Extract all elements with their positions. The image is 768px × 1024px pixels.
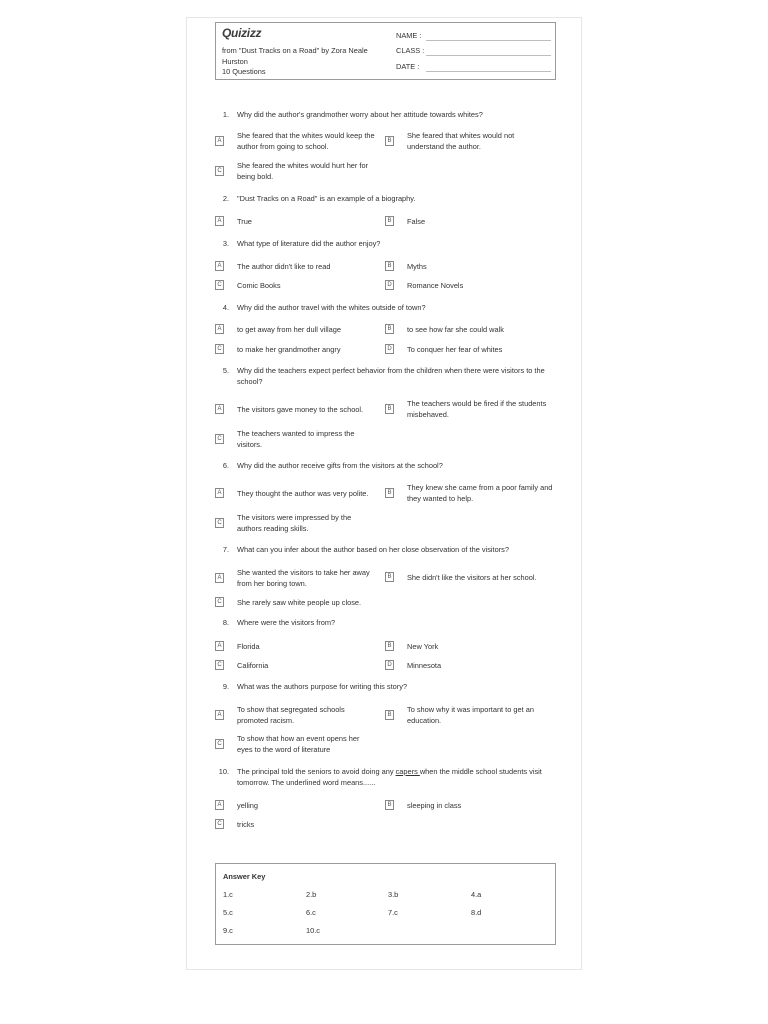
answer-key-item: 4.a xyxy=(471,890,482,899)
question-text: Why did the author's grandmother worry about her attitude towards whites? xyxy=(237,110,483,119)
class-label: CLASS : xyxy=(396,46,425,55)
answer-key-item: 5.c xyxy=(223,908,233,917)
date-label: DATE : xyxy=(396,62,420,71)
answer-key-item: 7.c xyxy=(388,908,398,917)
answer-key-item: 10.c xyxy=(306,926,320,935)
question-text: Why did the teachers expect perfect behavior from the children when there were visitors to the school? xyxy=(237,366,545,386)
question-text: The principal told the seniors to avoid doing any capers when the middle school students visit tomorrow. The underlined word means...... xyxy=(237,767,542,787)
answer-key-title: Answer Key xyxy=(223,872,266,881)
question-text: What can you infer about the author based on her close observation of the visitors? xyxy=(237,545,509,554)
answer-key-item: 2.b xyxy=(306,890,317,899)
question-text: Where were the visitors from? xyxy=(237,618,336,627)
worksheet-header xyxy=(215,22,556,80)
underlined-word: capers xyxy=(395,767,420,776)
question-text: Why did the author receive gifts from the visitors at the school? xyxy=(237,461,443,470)
worksheet-page: Quizizz from "Dust Tracks on a Road" by Zora Neale Hurston 10 Questions NAME : CLASS : DATE : 1. Why did the author's grandmother worry about her attitude towards whites? A She feared that the whites would keep the author from going to school. B She feared that whites would not understand the author. C She feared the whites would hurt her for being bold. 2. "Dust Tracks on a Road" is an example of a biography. A True B False 3. What type of literature did the author enjoy? A The author didn't like to read B Myths C Comic Books D Romance Novels 4. Why did the author travel with the whites outside of town? A to get away from her dull village B to see how far she could walk C to make her grandmother angry D To conquer her fear of whites 5. Why did the teachers expect perfect behavior from the children when there were visitors to the school? A The visitors gave money to the school. B The teachers would be fired if the students misbehaved. C The teachers wanted to impress the visitors. 6. Why did the author receive gifts from the visitors at the school? A They thought the author was very polite. B They knew she came from a poor family and they wanted to help. C The visitors were impressed by the authors reading skills. 7. What can you infer about the author based on her close observation of the visitors? A She wanted the visitors to take her away from her boring town. B She didn't like the visitors at her school. C She rarely saw white people up close. 8. Where were the visitors from? A Florida B New York C California D Minnesota 9. What was the authors purpose for writing this story? A To show that segregated schools promoted racism. B To show why it was important to get an education. C To show that how an event opens her eyes to the word of literature 10. The principal told the seniors to avoid doing any capers when the middle school students visit tomorrow. The underlined word means...... A yelling B sleeping in class C tricks Answer Key 1.c 2.b 3.b 4.a 5.c 6.c 7.c 8.d 9.c 10.c xyxy=(186,17,582,970)
name-field[interactable] xyxy=(396,31,551,41)
question-text: What type of literature did the author enjoy? xyxy=(237,239,381,248)
answer-key xyxy=(215,863,556,945)
answer-key-item: 9.c xyxy=(223,926,233,935)
answer-key-item: 8.d xyxy=(471,908,482,917)
name-label: NAME : xyxy=(396,31,422,40)
answer-key-item: 1.c xyxy=(223,890,233,899)
class-field[interactable] xyxy=(396,46,551,56)
question-text: Why did the author travel with the whites outside of town? xyxy=(237,303,426,312)
date-field[interactable] xyxy=(396,62,551,72)
question-count: 10 Questions xyxy=(222,67,266,76)
question-text: What was the authors purpose for writing this story? xyxy=(237,682,408,691)
quizizz-logo: Quizizz xyxy=(222,26,262,40)
worksheet-title: from "Dust Tracks on a Road" by Zora Neale Hurston xyxy=(222,46,368,66)
answer-key-item: 3.b xyxy=(388,890,399,899)
answer-key-item: 6.c xyxy=(306,908,316,917)
question-text: "Dust Tracks on a Road" is an example of a biography. xyxy=(237,194,416,203)
